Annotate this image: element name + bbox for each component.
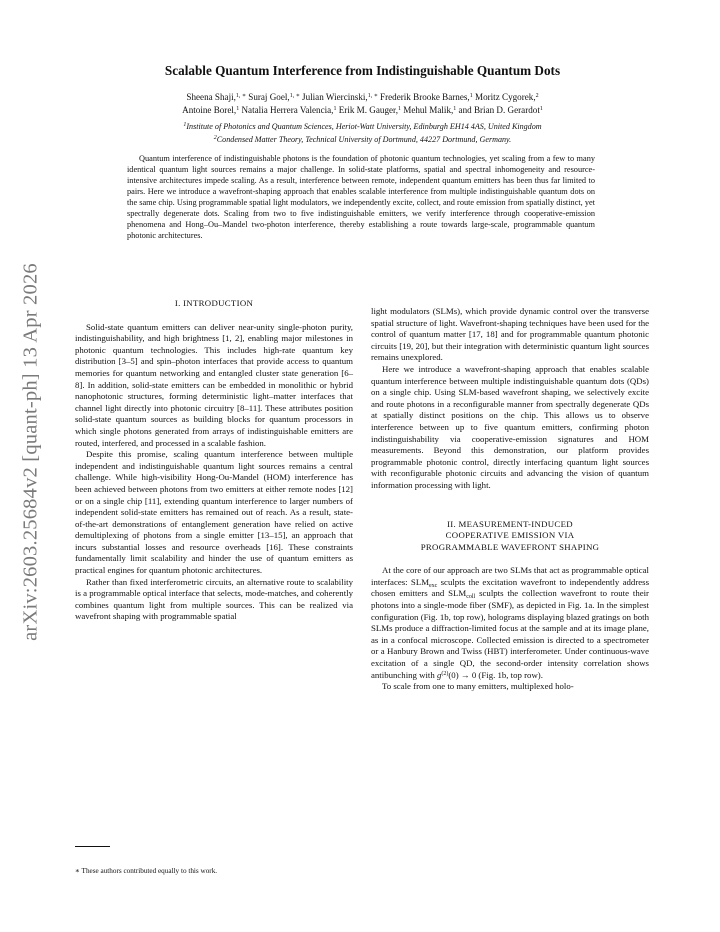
arxiv-sidebar-stamp	[0, 0, 60, 932]
author: Natalia Herrera Valencia,$^1$	[241, 105, 337, 116]
footnote: ∗ These authors contributed equally to this work.	[75, 867, 218, 875]
author: Moritz Cygorek,$^2$	[474, 92, 539, 102]
author: Mehul Malik,$^1$	[403, 105, 457, 116]
author: and Brian D. Gerardot$^1$	[458, 105, 543, 116]
paragraph: Despite this promise, scaling quantum interference between multiple independent and indistinguishable quantum light sources remains a central challenge. While high-visibility Hong-Ou-Mandel (HOM) interference has been achieved between photons from two emitters at either remote nodes [12] or on a single chip [11], extending quantum interference to larger numbers of independent solid-state emitters has remained out of reach. As a result, state-of-the-art demonstrations of entanglement generation have relied on active demultiplexing of photons from a single emitter [13–15], an approach that incurs substantial losses and resource overheads [16]. These constraints fundamentally limit scalability and hinder the use of quantum emitters as practical engines for quantum photonic architectures.	[75, 449, 353, 576]
affiliation: $^1$Institute of Photonics and Quantum Sciences, Heriot-Watt University, Edinburgh EH14 4AS, United Kingdom	[183, 122, 542, 131]
affiliation: $^2$Condensed Matter Theory, Technical University of Dortmund, 44227 Dortmund, Germany.	[213, 134, 512, 144]
paragraph: At the core of our approach are two SLMs that act as programmable optical interfaces: $SLM_{exc}$ sculpts the excitation wavefront to independently address chosen emitters and $SLM_{coll}$ sculpts the collection wavefront to route their photons into a single-mode fiber (SMF), as depicted in Fig. 1a. In the simplest configuration (Fig. 1b, top row), holograms displaying blazed gratings on both SLMs produce a diffraction-limited focus at the sample and at its image plane, as in a confocal microscope. Collected emission is directed to a spectrometer or a Hanbury Brown and Twiss (HBT) interferometer. Under continuous-wave excitation of a single QD, the second-order intensity correlation shows antibunching with $g^{(2)}(0) \to 0$ (Fig. 1b, top row).	[371, 565, 649, 680]
arxiv-identifier: arXiv:2603.25684v2 [quant-ph] 13 Apr 2026	[19, 263, 42, 641]
author: Julian Wiercinski,$^{1, ∗}$	[302, 92, 378, 102]
author-list	[80, 91, 645, 117]
paragraph: To scale from one to many emitters, multiplexed holo-	[382, 681, 574, 692]
abstract: Quantum interference of indistinguishable photons is the foundation of photonic quantum technologies, yet scaling from a few to many identical quantum light sources remains a major challenge. In solid-state platforms, spatial and spectral inhomogeneity and resource-intensive architectures impede scaling. As a result, interference between remote, independent quantum emitters has been thus far limited to pairs. Here we introduce a wavefront-shaping approach that enables scalable interference from multiple indistinguishable quantum dots on the same chip. Using programmable spatial light modulators, we independently excite, collect, and route emission from spatially distinct, yet spectrally degenerate dots. Scaling from two to five indistinguishable emitters, we verify interference through cooperative-emission phenomena and Hong–Ou–Mandel two-photon interference, thereby establishing a route towards large-scale, programmable quantum photonic architectures.	[127, 154, 595, 240]
paragraph: Here we introduce a wavefront-shaping approach that enables scalable quantum interference between multiple indistinguishable quantum dots (QDs) on a single chip. Using SLM-based wavefront shaping, we selectively excite and route photons in a reconfigurable manner from spectrally degenerate QDs at spatially distinct positions on the chip. This allows us to observe interference between up to five quantum emitters, confirming photon indistinguishability via cooperative-emission signatures and HOM measurements. Beyond this demonstration, our platform provides programmable photonic control, directly interfacing quantum light sources with reconfigurable photonic circuits and advancing the vision of quantum information processing with light.	[371, 363, 649, 490]
paragraph: Rather than fixed interferometric circuits, an alternative route to scalability is a programmable optical interface that selects, mode-matches, and coherently combines quantum light from multiple sources. This can be realized via wavefront shaping with programmable spatial	[75, 576, 353, 622]
author: Sheena Shaji,$^{1, ∗}$	[186, 92, 246, 102]
section-heading-introduction: I. INTRODUCTION	[174, 298, 254, 308]
right-column	[371, 306, 649, 693]
paper-title: Scalable Quantum Interference from Indistinguishable Quantum Dots	[164, 63, 561, 78]
paragraph: Solid-state quantum emitters can deliver near-unity single-photon purity, indistinguishability, and high brightness [1, 2], enabling major milestones in photonic quantum technologies. This includes high-rate quantum key distribution [3–5] and spin–photon interfaces that provide access to quantum memories for quantum networking and entangled cluster state generation [6–8]. In addition, solid-state emitters can be embedded in monolithic or hybrid nanophotonic structures, forming deterministic light–matter interfaces that channel light directly into photonic circuitry [8–11]. These attributes position solid-state quantum sources as building blocks for quantum processors in which single photons generated from arrays of indistinguishable emitters are routed, interfered, and processed in a scalable fashion.	[75, 321, 353, 448]
affiliation-list	[80, 121, 645, 146]
author: Suraj Goel,$^{1, ∗}$	[248, 92, 300, 102]
author: Frederik Brooke Barnes,$^1$	[380, 92, 473, 102]
author: Erik M. Gauger,$^1$	[338, 105, 401, 116]
footnote-rule	[75, 846, 110, 847]
left-column	[75, 298, 353, 623]
author: Antoine Borel,$^1$	[182, 105, 240, 116]
section-heading-measurement: II. MEASUREMENT-INDUCED COOPERATIVE EMISSION VIA PROGRAMMABLE WAVEFRONT SHAPING	[420, 518, 600, 552]
paragraph: light modulators (SLMs), which provide dynamic control over the transverse spatial structure of light. Wavefront-shaping techniques have been used for the control of quantum matter [17, 18] and for programmable quantum photonic circuits [19, 20], but their integration with deterministic quantum light sources remains unexplored.	[371, 306, 649, 363]
